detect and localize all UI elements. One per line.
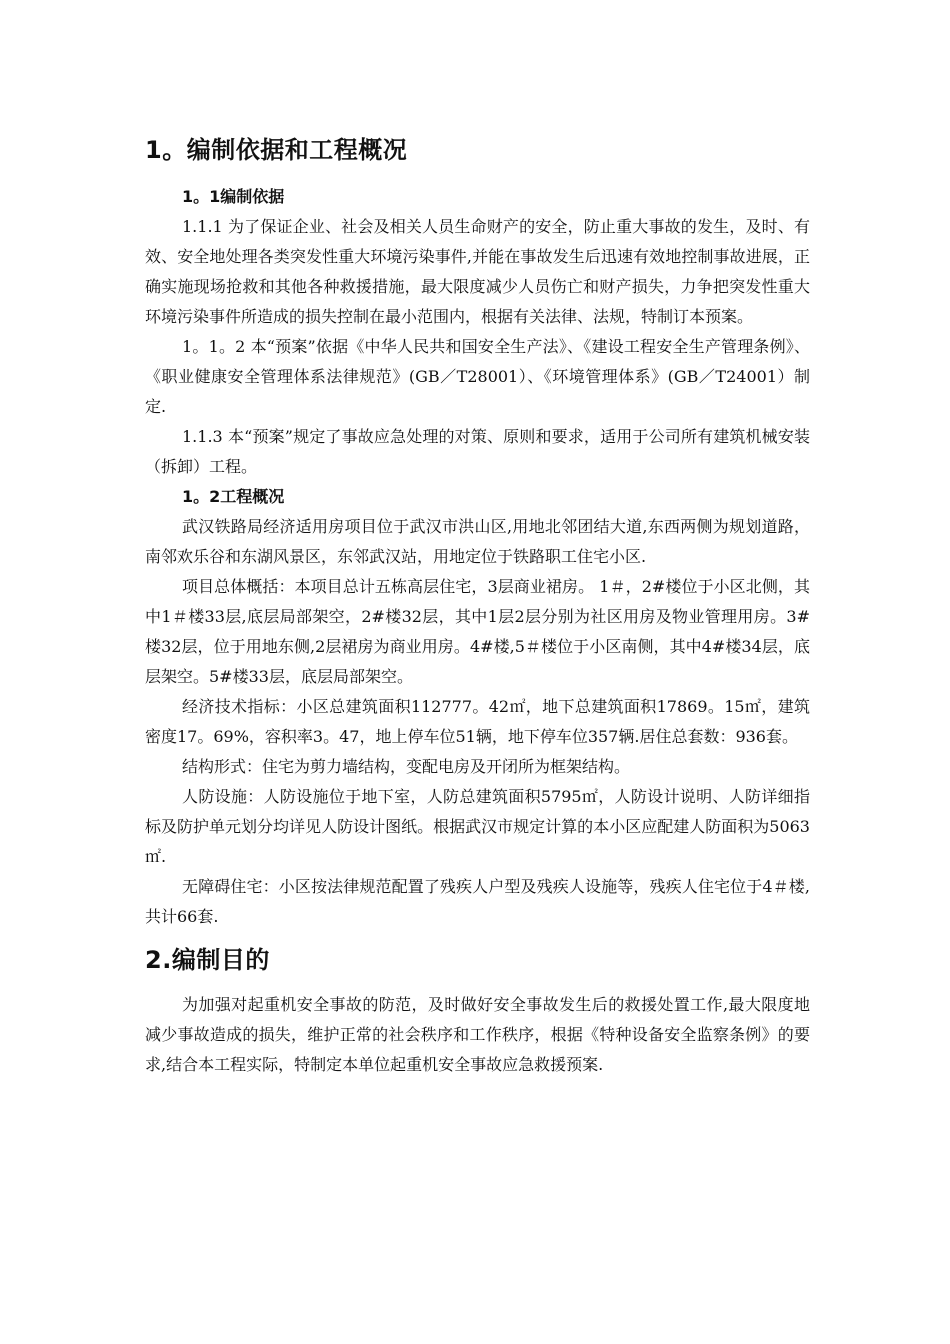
paragraph-1-1-2: 1。1。2 本“预案”依据《中华人民共和国安全生产法》、《建设工程安全生产管理条例》、《职业健康安全管理体系法律规范》(GB／T28001）、《环境管理体系》(GB／T24001）制定. — [145, 337, 810, 416]
paragraph-1-1-3: 1.1.3 本“预案”规定了事故应急处理的对策、原则和要求，适用于公司所有建筑机械安装（拆卸）工程。 — [145, 427, 810, 476]
paragraph-project-location: 武汉铁路局经济适用房项目位于武汉市洪山区,用地北邻团结大道,东西两侧为规划道路，南邻欢乐谷和东湖风景区，东邻武汉站，用地定位于铁路职工住宅小区. — [145, 517, 810, 566]
paragraph-civil-defense: 人防设施：人防设施位于地下室，人防总建筑面积5795㎡，人防设计说明、人防详细指标及防护单元划分均详见人防设计图纸。根据武汉市规定计算的本小区应配建人防面积为5063㎡. — [145, 787, 810, 866]
subsection-1-2-heading: 1。2工程概况 — [182, 487, 285, 506]
paragraph-structure-form: 结构形式：住宅为剪力墙结构，变配电房及开闭所为框架结构。 — [182, 757, 631, 776]
paragraph-project-overview: 项目总体概括：本项目总计五栋高层住宅，3层商业裙房。 1＃，2#楼位于小区北侧，其中1＃楼33层,底层局部架空，2#楼32层，其中1层2层分别为社区用房及物业管理用房。3#楼32层，位于用地东侧,2层裙房为商业用房。4#楼,5＃楼位于小区南侧，其中4#楼34层，底层架空。5#楼33层，底层局部架空。 — [145, 577, 810, 686]
section-2-heading: 2.编制目的 — [145, 946, 270, 974]
paragraph-accessible-housing: 无障碍住宅：小区按法律规范配置了残疾人户型及残疾人设施等，残疾人住宅位于4＃楼,共计66套. — [145, 877, 810, 926]
paragraph-1-1-1: 1.1.1 为了保证企业、社会及相关人员生命财产的安全，防止重大事故的发生，及时、有效、安全地处理各类突发性重大环境污染事件,并能在事故发生后迅速有效地控制事故进展，正确实施现场抢救和其他各种救援措施，最大限度减少人员伤亡和财产损失，力争把突发性重大环境污染事件所造成的损失控制在最小范围内，根据有关法律、法规，特制订本预案。 — [145, 217, 810, 326]
document-content — [145, 130, 810, 1080]
subsection-1-1-heading: 1。1编制依据 — [182, 187, 285, 206]
paragraph-purpose: 为加强对起重机安全事故的防范，及时做好安全事故发生后的救援处置工作,最大限度地减少事故造成的损失，维护正常的社会秩序和工作秩序，根据《特种设备安全监察条例》的要求,结合本工程实际，特制定本单位起重机安全事故应急救援预案. — [145, 995, 810, 1074]
section-1-heading: 1。编制依据和工程概况 — [145, 136, 408, 164]
paragraph-economic-indicators: 经济技术指标：小区总建筑面积112777。42㎡，地下总建筑面积17869。15㎡，建筑密度17。69%，容积率3。47，地上停车位51辆，地下停车位357辆.居住总套数：936套。 — [145, 697, 810, 746]
